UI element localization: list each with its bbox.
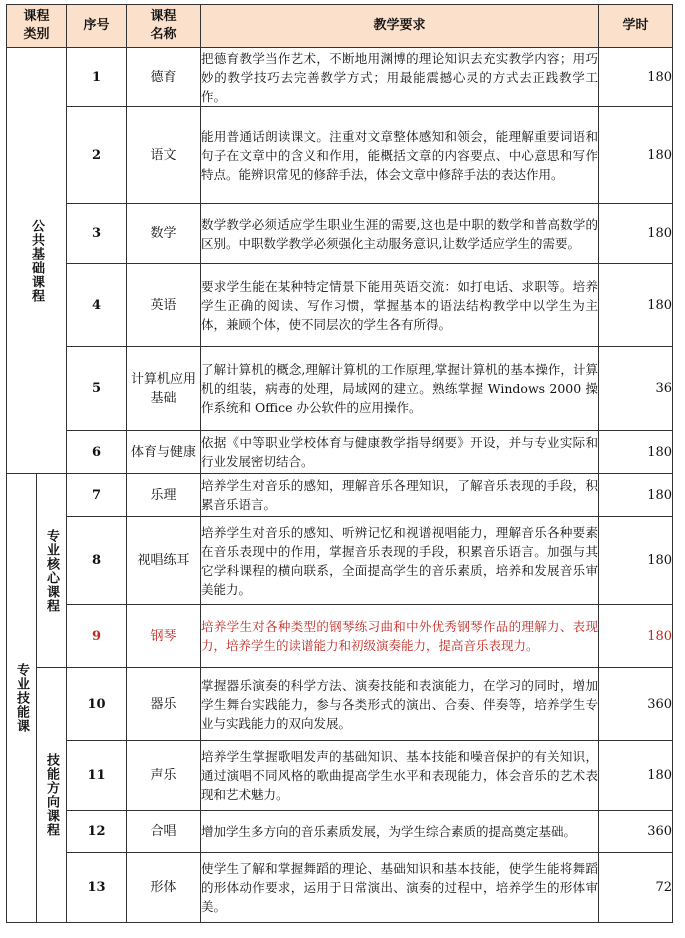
course-hours: 180 bbox=[599, 741, 673, 811]
header-index: 序号 bbox=[67, 5, 127, 48]
table-row bbox=[7, 605, 673, 668]
table-row bbox=[7, 474, 673, 517]
category-skill-direction-label: 技能方向课程 bbox=[44, 753, 59, 837]
course-requirement: 掌握器乐演奏的科学方法、演奏技能和表演能力，在学习的同时，增加学生舞台实践能力，参与各类形式的演出、合奏、伴奏等，培养学生专业与实践能力的双向发展。 bbox=[201, 668, 599, 741]
header-hours: 学时 bbox=[599, 5, 673, 48]
header-name: 课程 名称 bbox=[127, 5, 201, 48]
course-name: 体育与健康 bbox=[127, 431, 201, 474]
course-name: 形体 bbox=[127, 853, 201, 923]
course-name: 计算机应用基础 bbox=[127, 347, 201, 431]
row-index: 1 bbox=[67, 48, 127, 107]
row-index: 9 bbox=[67, 605, 127, 668]
table-row bbox=[7, 517, 673, 605]
course-name: 英语 bbox=[127, 264, 201, 347]
row-index: 8 bbox=[67, 517, 127, 605]
row-index: 4 bbox=[67, 264, 127, 347]
course-name: 钢琴 bbox=[127, 605, 201, 668]
table-row bbox=[7, 853, 673, 923]
course-name: 器乐 bbox=[127, 668, 201, 741]
course-requirement: 增加学生多方向的音乐素质发展，为学生综合素质的提高奠定基础。 bbox=[201, 811, 599, 853]
course-hours: 180 bbox=[599, 474, 673, 517]
course-hours: 360 bbox=[599, 668, 673, 741]
table-row bbox=[7, 107, 673, 204]
course-name: 声乐 bbox=[127, 741, 201, 811]
row-index: 6 bbox=[67, 431, 127, 474]
category-skill-direction bbox=[37, 668, 67, 923]
table-row bbox=[7, 668, 673, 741]
course-requirement: 培养学生对音乐的感知，理解音乐各理知识，了解音乐表现的手段，积累音乐语言。 bbox=[201, 474, 599, 517]
course-name: 德育 bbox=[127, 48, 201, 107]
course-requirement: 把德育教学当作艺术，不断地用渊博的理论知识去充实教学内容；用巧妙的教学技巧去完善教学方式；用最能震撼心灵的方式去正践教学工作。 bbox=[201, 48, 599, 107]
course-requirement: 要求学生能在某种特定情景下能用英语交流：如打电话、求职等。培养学生正确的阅读、写作习惯，掌握基本的语法结构教学中以学生为主体，兼顾个体，使不同层次的学生各有所得。 bbox=[201, 264, 599, 347]
header-category: 课程 类别 bbox=[7, 5, 67, 48]
course-name: 数学 bbox=[127, 204, 201, 264]
course-requirement: 能用普通话朗读课文。注重对文章整体感知和领会，能理解重要词语和句子在文章中的含义和作用，能概括文章的内容要点、中心意思和写作特点。能辨识常见的修辞手法，体会文章中修辞手法的表达作用。 bbox=[201, 107, 599, 204]
course-hours: 360 bbox=[599, 811, 673, 853]
course-requirement: 培养学生掌握歌唱发声的基础知识、基本技能和噪音保护的有关知识，通过演唱不同风格的歌曲提高学生水平和表现能力，体会音乐的艺术表现和艺术魅力。 bbox=[201, 741, 599, 811]
course-hours: 180 bbox=[599, 605, 673, 668]
course-hours: 180 bbox=[599, 204, 673, 264]
table-row bbox=[7, 431, 673, 474]
table-row bbox=[7, 347, 673, 431]
row-index: 10 bbox=[67, 668, 127, 741]
course-name: 语文 bbox=[127, 107, 201, 204]
table-row bbox=[7, 264, 673, 347]
course-requirement: 了解计算机的概念,理解计算机的工作原理,掌握计算机的基本操作，计算机的组装，病毒的处理，局域网的建立。熟练掌握 Windows 2000 操作系统和 Office 办公软件的应用操作。 bbox=[201, 347, 599, 431]
table-row bbox=[7, 204, 673, 264]
course-name: 视唱练耳 bbox=[127, 517, 201, 605]
row-index: 3 bbox=[67, 204, 127, 264]
course-hours: 36 bbox=[599, 347, 673, 431]
category-core bbox=[37, 474, 67, 668]
row-index: 13 bbox=[67, 853, 127, 923]
course-hours: 180 bbox=[599, 517, 673, 605]
curriculum-table bbox=[6, 4, 673, 923]
course-hours: 180 bbox=[599, 107, 673, 204]
table-row bbox=[7, 741, 673, 811]
course-name: 合唱 bbox=[127, 811, 201, 853]
course-requirement: 数学教学必须适应学生职业生涯的需要,这也是中职的数学和普高数学的区别。中职数学教学必须强化主动服务意识,让数学适应学生的需要。 bbox=[201, 204, 599, 264]
category-professional-label: 专业技能课 bbox=[14, 663, 29, 733]
table-row bbox=[7, 811, 673, 853]
course-name: 乐理 bbox=[127, 474, 201, 517]
course-requirement: 培养学生对各种类型的钢琴练习曲和中外优秀钢琴作品的理解力、表现力，培养学生的读谱能力和初级演奏能力，提高音乐表现力。 bbox=[201, 605, 599, 668]
course-requirement: 培养学生对音乐的感知、听辨记忆和视谱视唱能力，理解音乐各种要素在音乐表现中的作用，掌握音乐表现的手段，积累音乐语言。加强与其它学科课程的横向联系，全面提高学生的音乐素质，培养和发展音乐审美能力。 bbox=[201, 517, 599, 605]
category-public-label: 公共基础课程 bbox=[29, 218, 44, 303]
table-header-row bbox=[7, 5, 673, 48]
course-requirement: 使学生了解和掌握舞蹈的理论、基础知识和基本技能，使学生能将舞蹈的形体动作要求，运用于日常演出、演奏的过程中，培养学生的形体审美。 bbox=[201, 853, 599, 923]
row-index: 2 bbox=[67, 107, 127, 204]
row-index: 7 bbox=[67, 474, 127, 517]
category-core-label: 专业核心课程 bbox=[44, 528, 59, 613]
row-index: 12 bbox=[67, 811, 127, 853]
category-public bbox=[7, 48, 67, 474]
header-requirement: 教学要求 bbox=[201, 5, 599, 48]
table-row bbox=[7, 48, 673, 107]
row-index: 11 bbox=[67, 741, 127, 811]
course-requirement: 依据《中等职业学校体育与健康教学指导纲要》开设，并与专业实际和行业发展密切结合。 bbox=[201, 431, 599, 474]
row-index: 5 bbox=[67, 347, 127, 431]
category-professional bbox=[7, 474, 37, 923]
course-hours: 180 bbox=[599, 431, 673, 474]
course-hours: 180 bbox=[599, 48, 673, 107]
course-hours: 72 bbox=[599, 853, 673, 923]
course-hours: 180 bbox=[599, 264, 673, 347]
